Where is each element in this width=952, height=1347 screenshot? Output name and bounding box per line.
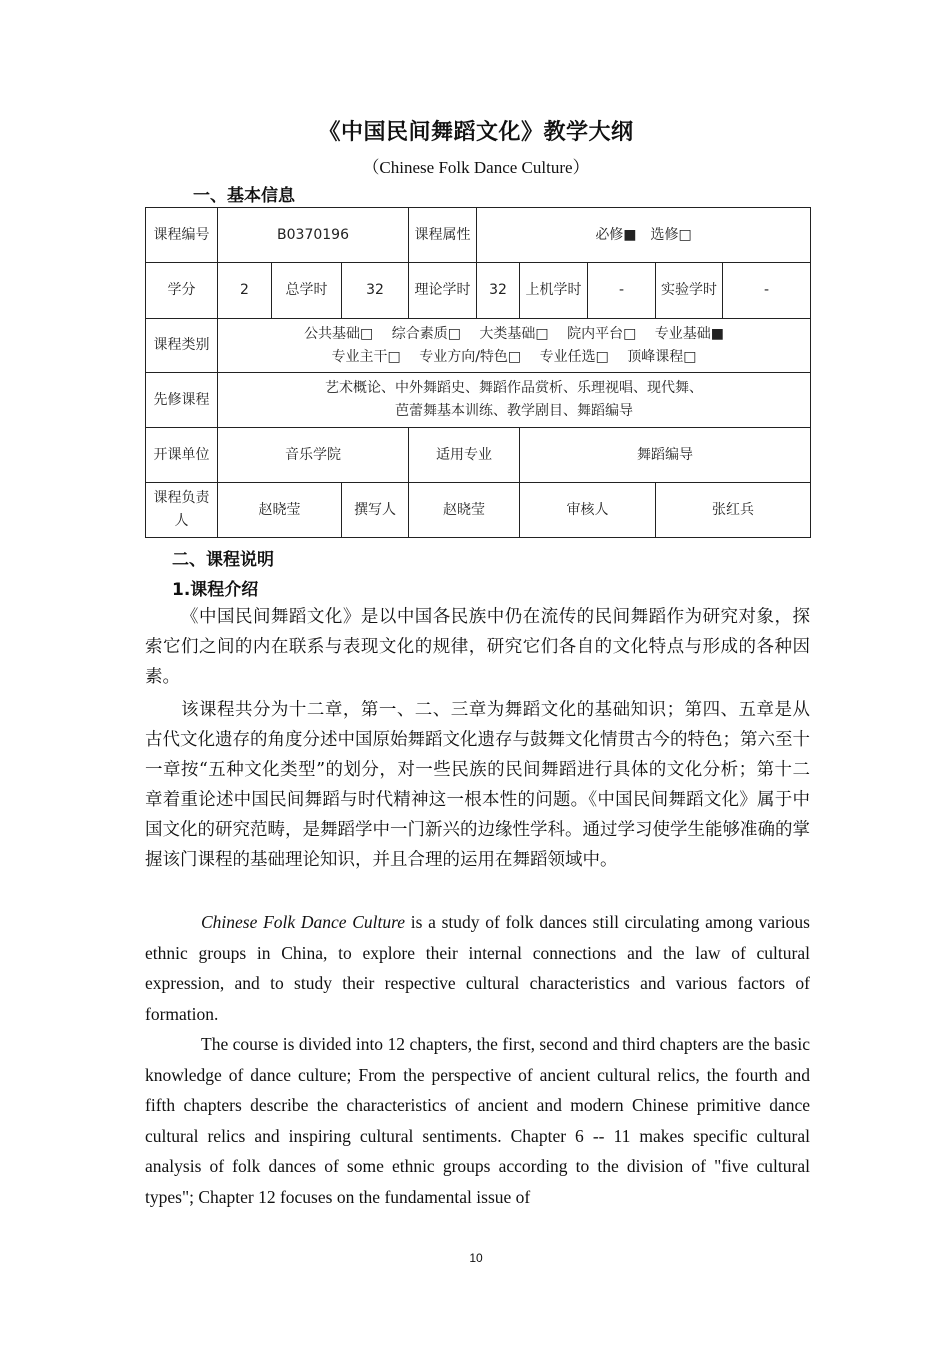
value-applicable-major: 舞蹈编导 [520, 428, 811, 483]
value-course-attribute: 必修■ 选修□ [477, 208, 811, 263]
label-author: 撰写人 [342, 483, 409, 538]
label-course-attribute: 课程属性 [409, 208, 477, 263]
paragraph-intro-en-1-text: is a study of folk dances still circulating among various ethnic groups in China, to explore their internal connections and the law of cultural expression, and to study their respective cultural characteristics and various factors of formation. [145, 912, 810, 1024]
value-theory-hours: 32 [477, 263, 520, 319]
value-lab-hours: - [723, 263, 811, 319]
value-credits: 2 [218, 263, 272, 319]
label-course-category: 课程类别 [146, 319, 218, 373]
label-course-leader: 课程负责人 [146, 483, 218, 538]
category-line-2: 专业主干□ 专业方向/特色□ 专业任选□ 顶峰课程□ [331, 348, 697, 365]
italic-course-name: Chinese Folk Dance Culture [201, 912, 406, 932]
category-line-1: 公共基础□ 综合素质□ 大类基础□ 院内平台□ 专业基础■ [304, 325, 724, 342]
paragraph-intro-cn-1: 《中国民间舞蹈文化》是以中国各民族中仍在流传的民间舞蹈作为研究对象，探索它们之间的内在联系与表现文化的规律，研究它们各自的文化特点与形成的各种因素。 [145, 607, 810, 687]
table-row [146, 483, 811, 538]
document-title: 《中国民间舞蹈文化》教学大纲 [318, 120, 634, 145]
table-row [146, 208, 811, 263]
prerequisites-line-2: 芭蕾舞基本训练、教学剧目、舞蹈编导 [395, 403, 634, 419]
label-lab-hours: 实验学时 [656, 263, 723, 319]
label-credits: 学分 [146, 263, 218, 319]
value-reviewer: 张红兵 [656, 483, 811, 538]
value-course-code: B0370196 [218, 208, 409, 263]
value-total-hours: 32 [342, 263, 409, 319]
subsection-heading-course-intro: 1.课程介绍 [172, 580, 259, 600]
paragraph-intro-cn-2: 该课程共分为十二章，第一、二、三章为舞蹈文化的基础知识；第四、五章是从古代文化遗存的角度分述中国原始舞蹈文化遗存与鼓舞文化情贯古今的特色；第六至十一章按“五种文化类型”的划分，对一些民族的民间舞蹈进行具体的文化分析；第十二章着重论述中国民间舞蹈与时代精神这一根本性的问题。《中国民间舞蹈文化》属于中国文化的研究范畴，是舞蹈学中一门新兴的边缘性学科。通过学习使学生能够准确的掌握该门课程的基础理论知识，并且合理的运用在舞蹈领域中。 [145, 700, 810, 870]
document-subtitle: （Chinese Folk Dance Culture） [362, 158, 590, 177]
value-prerequisites [218, 373, 811, 428]
label-prerequisites: 先修课程 [146, 373, 218, 428]
paragraph-intro-en-1 [145, 907, 810, 1029]
value-course-category [218, 319, 811, 373]
table-row [146, 373, 811, 428]
section-heading-course-description: 二、课程说明 [172, 550, 274, 570]
value-course-leader: 赵晓莹 [218, 483, 342, 538]
label-computer-hours: 上机学时 [520, 263, 588, 319]
label-course-code: 课程编号 [146, 208, 218, 263]
label-applicable-major: 适用专业 [409, 428, 520, 483]
section-heading-basic-info: 一、基本信息 [193, 186, 295, 206]
table-row [146, 428, 811, 483]
value-computer-hours: - [588, 263, 656, 319]
value-author: 赵晓莹 [409, 483, 520, 538]
table-row [146, 263, 811, 319]
page-number: 10 [469, 1251, 483, 1265]
prerequisites-line-1: 艺术概论、中外舞蹈史、舞蹈作品赏析、乐理视唱、现代舞、 [325, 380, 704, 396]
label-theory-hours: 理论学时 [409, 263, 477, 319]
label-offering-unit: 开课单位 [146, 428, 218, 483]
label-reviewer: 审核人 [520, 483, 656, 538]
course-info-table [145, 207, 811, 538]
value-offering-unit: 音乐学院 [218, 428, 409, 483]
label-total-hours: 总学时 [272, 263, 342, 319]
table-row [146, 319, 811, 373]
paragraph-intro-en-2: The course is divided into 12 chapters, the first, second and third chapters are the basic knowledge of dance culture; From the perspective of ancient cultural relics, the fourth and fifth chapters describe the characteristics of ancient and modern Chinese primitive dance cultural relics and inspiring cultural sentiments. Chapter 6 -- 11 makes specific cultural analysis of folk dances of some ethnic groups according to the division of "five cultural types"; Chapter 12 focuses on the fundamental issue of [145, 1034, 810, 1207]
